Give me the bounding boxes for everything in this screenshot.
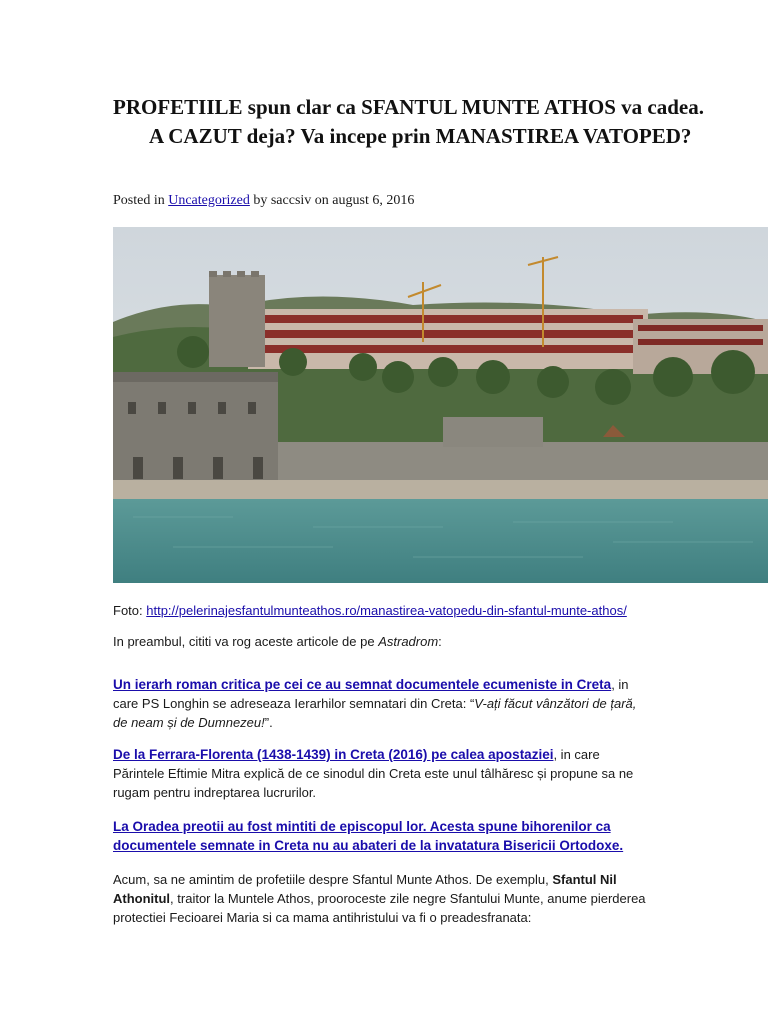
posted-in-label: Posted in (113, 193, 169, 208)
article-end-1: ”. (264, 715, 273, 730)
preamble-end: : (438, 634, 442, 649)
article-link-1[interactable]: Un ierarh roman critica pe cei ce au semnat documentele ecumeniste in Creta (113, 677, 612, 692)
article-link-2[interactable]: De la Ferrara-Florenta (1438-1439) in Creta (2016) pe calea apostaziei (113, 747, 554, 762)
author-date: by saccsiv on august 6, 2016 (249, 193, 415, 208)
photo-source-link[interactable]: http://pelerinajesfantulmunteathos.ro/manastirea-vatopedu-din-sfantul-munte-athos/ (146, 603, 627, 618)
preamble-text: In preambul, cititi va rog aceste articole de pe (113, 634, 379, 649)
photo-credit (113, 601, 673, 620)
article-link-3[interactable]: La Oradea preotii au fost mintiti de episcopul lor. Acesta spune bihorenilor ca documentele semnate in Creta nu au abateri de la invatatura Bisericii Ortodoxe. (113, 819, 624, 853)
category-link[interactable]: Uncategorized (168, 193, 250, 208)
vatoped-monastery-photo (113, 227, 768, 583)
closing-text-2: , traitor la Muntele Athos, prooroceste zile negre Sfantului Munte, anume pierderea protectiei Fecioarei Maria si ca mama antihristului va fi o preadesfranata: (113, 891, 646, 925)
article-text-2: , in care Părintele Eftimie Mitra explică de ce sinodul din Creta este unul tâlhăresc și propune sa ne rugam pentru indreptarea lucrurilor. (113, 747, 634, 800)
article-quote-1: V-ați făcut vânzători de țară, de neam și de Dumnezeu! (113, 696, 637, 730)
article-text-1: , in care PS Longhin se adreseaza Ierarhilor semnatari din Creta: “ (113, 677, 629, 711)
related-article-1 (113, 675, 653, 732)
preamble (113, 632, 653, 651)
saint-name: Sfantul Nil Athonitul (113, 872, 617, 906)
page-title: PROFETIILE spun clar ca SFANTUL MUNTE ATHOS va cadea. A CAZUT deja? Va incepe prin MANASTIREA VATOPED? (113, 95, 704, 148)
closing-text-1: Acum, sa ne amintim de profetiile despre Sfantul Munte Athos. De exemplu, (113, 872, 553, 887)
related-article-3 (113, 817, 633, 855)
preamble-source: Astradrom (378, 634, 439, 649)
closing-paragraph (113, 870, 653, 927)
post-meta (113, 192, 414, 210)
foto-label: Foto: (113, 603, 147, 618)
related-article-2 (113, 745, 653, 802)
